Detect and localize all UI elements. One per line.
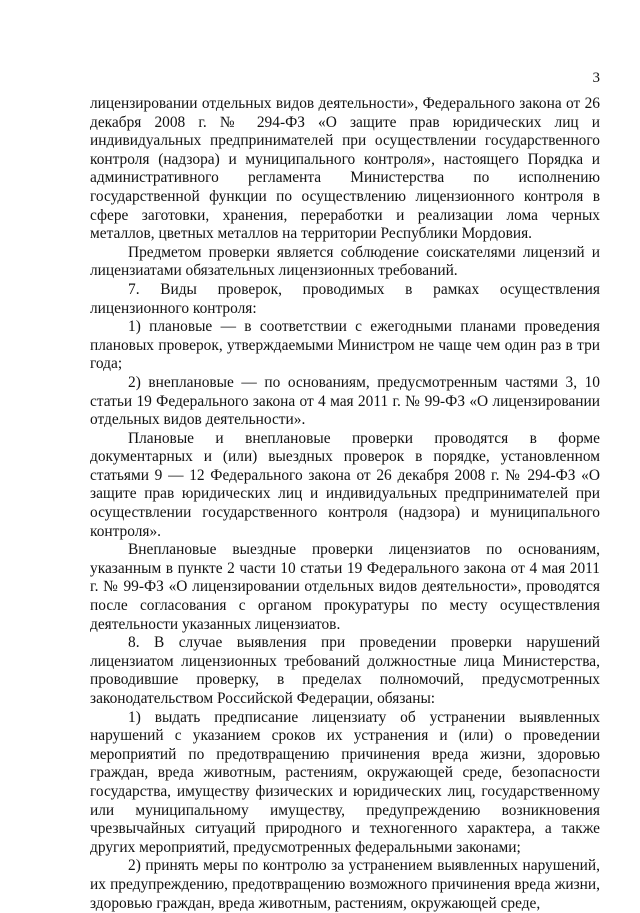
- paragraph: Внеплановые выездные проверки лицензиатов по основаниям, указанным в пункте 2 части 10 статьи 19 Федерального закона от 4 мая 2011 г. № 99-ФЗ «О лицензировании отдельных видов деятельности», проводятся после согласования с органом прокуратуры по месту осуществления деятельности указанных лицензиатов.: [90, 541, 600, 633]
- paragraph: 8. В случае выявления при проведении проверки нарушений лицензиатом лицензионных требований должностные лица Министерства, проводившие проверку, в пределах полномочий, предусмотренных законодательством Российской Федерации, обязаны:: [90, 634, 600, 707]
- document-body: [90, 95, 600, 913]
- paragraph: 1) выдать предписание лицензиату об устранении выявленных нарушений с указанием сроков их устранения и (или) о проведении мероприятий по предотвращению причинения вреда жизни, здоровью граждан, вреда животным, растениям, окружающей среде, безопасности государства, имуществу физических и юридических лиц, государственному или муниципальному имуществу, предупреждению возникновения чрезвычайных ситуаций природного и техногенного характера, а также других мероприятий, предусмотренных федеральными законами;: [90, 708, 600, 856]
- paragraph: лицензировании отдельных видов деятельности», Федерального закона от 26 декабря 2008 г. № 294-ФЗ «О защите прав юридических лиц и индивидуальных предпринимателей при осуществлении государственного контроля (надзора) и муниципального контроля», настоящего Порядка и административного регламента Министерства по исполнению государственной функции по осуществлению лицензионного контроля в сфере заготовки, хранения, переработки и реализации лома черных металлов, цветных металлов на территории Республики Мордовия.: [90, 95, 600, 243]
- paragraph: 7. Виды проверок, проводимых в рамках осуществления лицензионного контроля:: [90, 280, 600, 317]
- paragraph: 1) плановые — в соответствии с ежегодными планами проведения плановых проверок, утверждаемыми Министром не чаще чем один раз в три года;: [90, 318, 600, 373]
- page-number: 3: [592, 70, 600, 86]
- paragraph: Предметом проверки является соблюдение соискателями лицензий и лицензиатами обязательных лицензионных требований.: [90, 243, 600, 280]
- paragraph: Плановые и внеплановые проверки проводятся в форме документарных и (или) выездных проверок в порядке, установленном статьями 9 — 12 Федерального закона от 26 декабря 2008 г. № 294-ФЗ «О защите прав юридических лиц и индивидуальных предпринимателей при осуществлении государственного контроля (надзора) и муниципального контроля».: [90, 429, 600, 540]
- paragraph: 2) внеплановые — по основаниям, предусмотренным частями 3, 10 статьи 19 Федерального закона от 4 мая 2011 г. № 99-ФЗ «О лицензировании отдельных видов деятельности».: [90, 373, 600, 429]
- paragraph: 2) принять меры по контролю за устранением выявленных нарушений, их предупреждению, предотвращению возможного причинения вреда жизни, здоровью граждан, вреда животным, растениям, окружающей среде,: [90, 857, 600, 912]
